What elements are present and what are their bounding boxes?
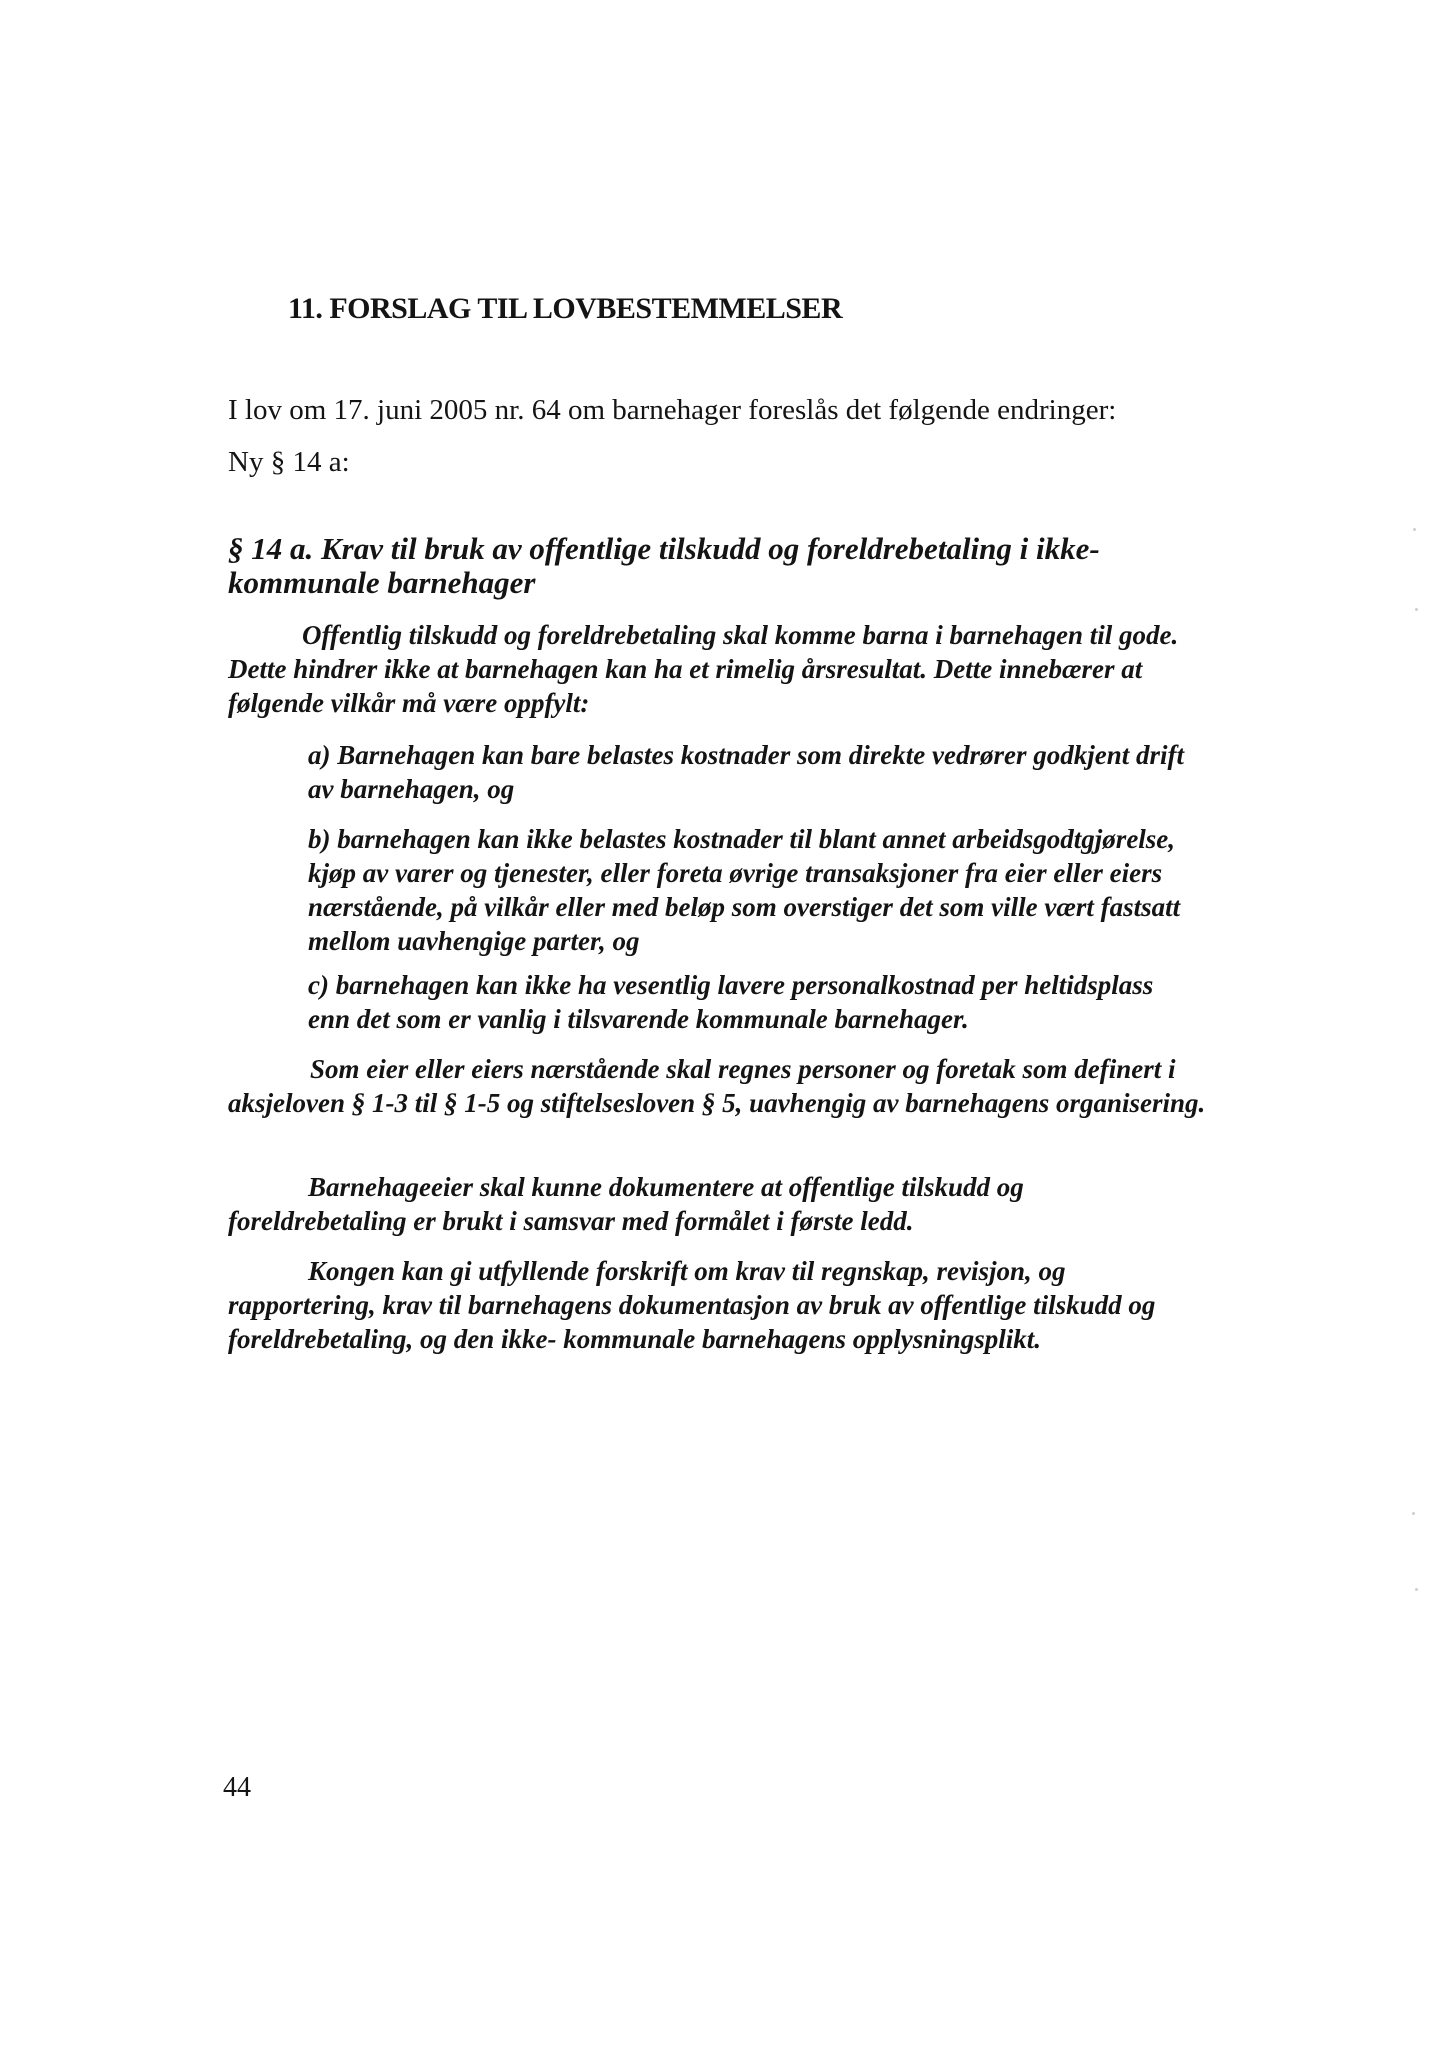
list-item-c: c) barnehagen kan ikke ha vesentlig lavere personalkostnad per heltidsplass enn det som er vanlig i tilsvarende kommunale barnehager.	[308, 970, 1154, 1034]
list-item-b: b) barnehagen kan ikke belastes kostnader til blant annet arbeidsgodtgjørelse, kjøp av varer og tjenester, eller foreta øvrige transaksjoner fra eier eller eiers nærstående, på vilkår eller med beløp som overstiger det som ville vært fastsatt mellom uavhengige parter, og	[308, 824, 1181, 956]
paragraph-3: Barnehageeier skal kunne dokumentere at offentlige tilskudd og foreldrebetaling er brukt i samsvar med formålet i første ledd.	[228, 1172, 1024, 1236]
section-title: § 14 a. Krav til bruk av offentlige tilskudd og foreldrebetaling i ikke-kommunale barnehager	[228, 531, 1100, 600]
chapter-heading: 11. FORSLAG TIL LOVBESTEMMELSER	[288, 292, 843, 325]
page-number: 44	[223, 1772, 251, 1803]
paragraph-4: Kongen kan gi utfyllende forskrift om krav til regnskap, revisjon, og rapportering, krav til barnehagens dokumentasjon av bruk av offentlige tilskudd og foreldrebetaling, og den ikke- kommunale barnehagens opplysningsplikt.	[228, 1256, 1156, 1354]
scan-speck	[1415, 1588, 1418, 1591]
paragraph-2: Som eier eller eiers nærstående skal regnes personer og foretak som definert i aksjeloven § 1-3 til § 1-5 og stiftelsesloven § 5, uavhengig av barnehagens organisering.	[228, 1054, 1206, 1118]
list-item-a: a) Barnehagen kan bare belastes kostnader som direkte vedrører godkjent drift av barnehagen, og	[308, 740, 1184, 804]
scan-speck	[1413, 528, 1416, 531]
scan-speck	[1415, 608, 1418, 611]
new-section-label: Ny § 14 a:	[228, 446, 350, 478]
intro-text: I lov om 17. juni 2005 nr. 64 om barnehager foreslås det følgende endringer:	[228, 394, 1117, 426]
scan-speck	[1412, 1512, 1415, 1515]
paragraph-1: Offentlig tilskudd og foreldrebetaling skal komme barna i barnehagen til gode. Dette hindrer ikke at barnehagen kan ha et rimelig årsresultat. Dette innebærer at følgende vilkår må være oppfylt:	[228, 620, 1179, 718]
